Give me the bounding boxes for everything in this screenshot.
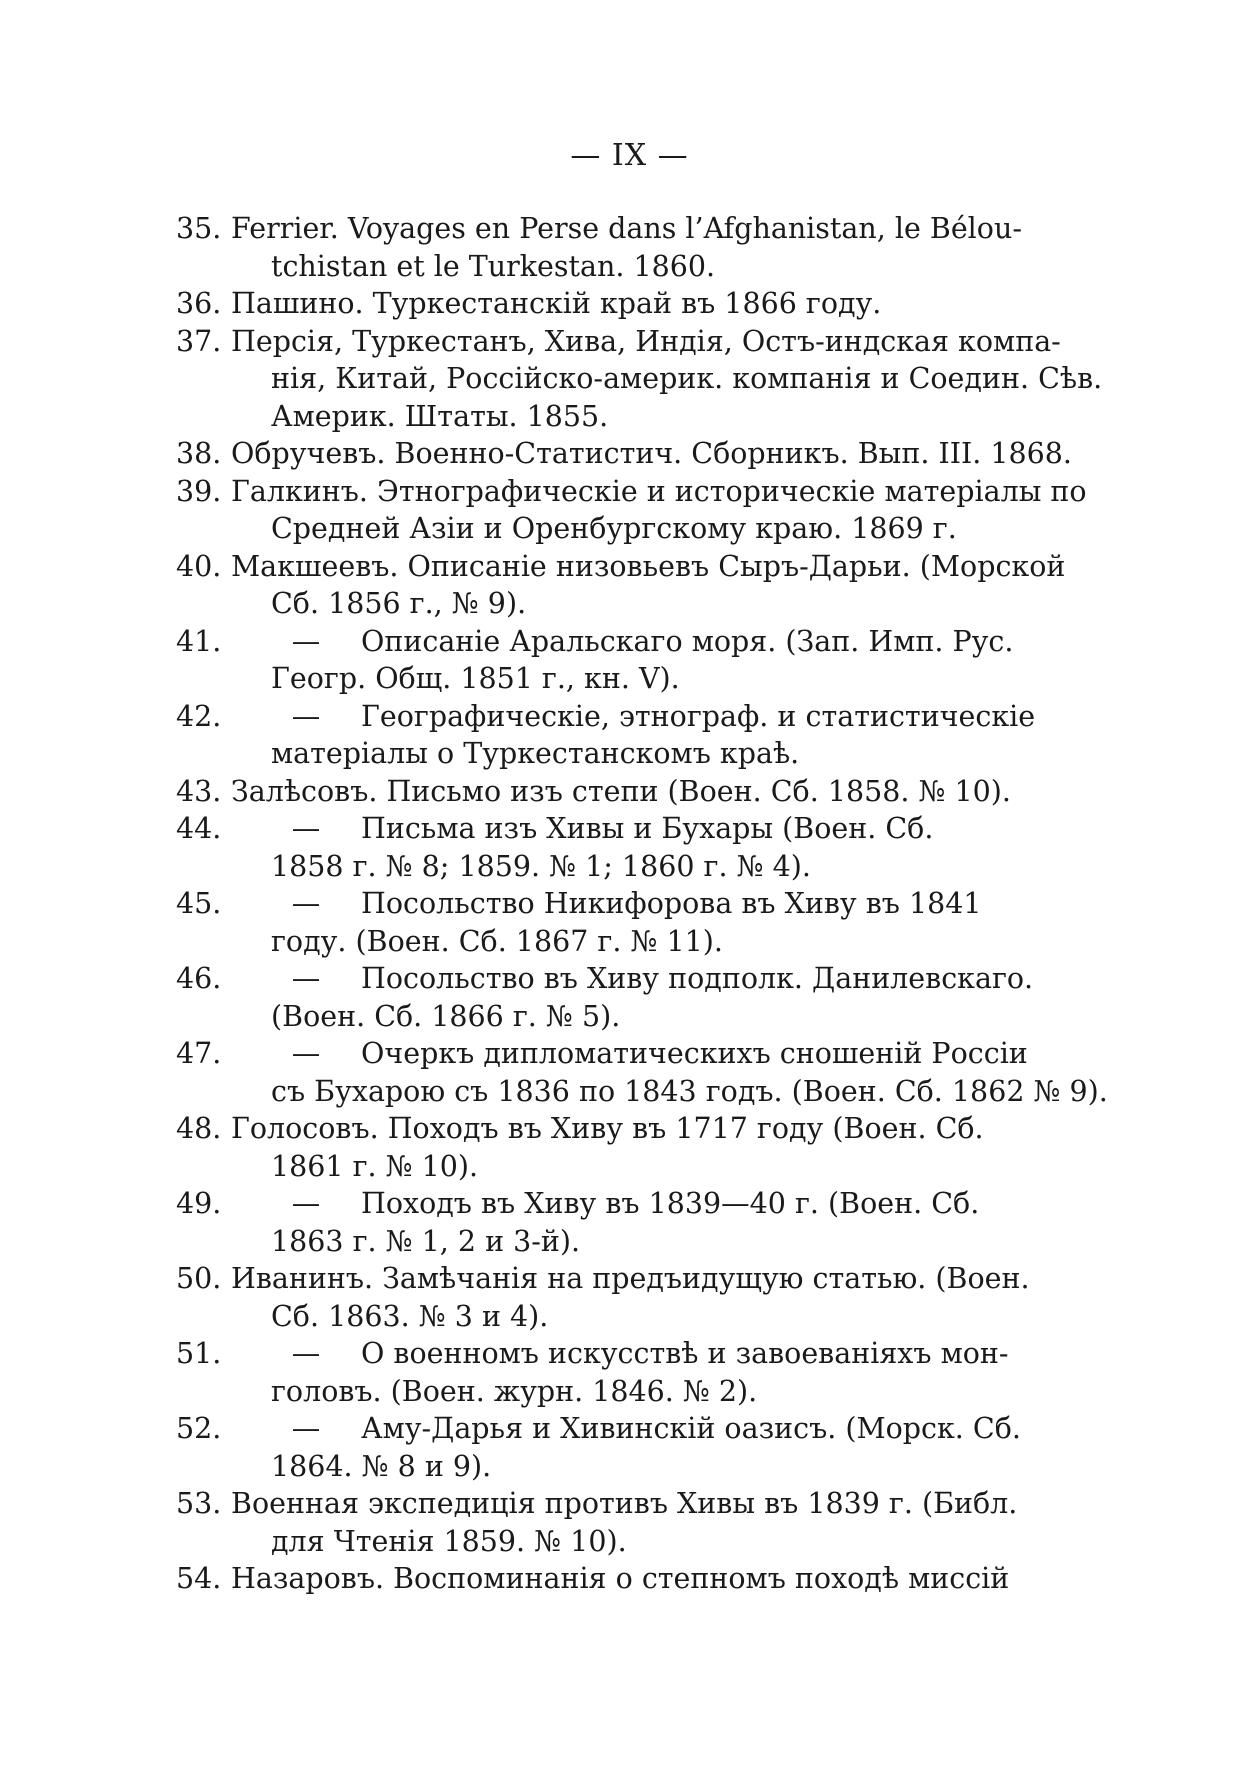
- bibliography-entry: [176, 1260, 1030, 1335]
- ditto-dash: —: [291, 1337, 321, 1370]
- entry-number: 42.: [176, 699, 222, 733]
- entry-text: Макшеевъ. Описаніе низовьевъ Сыръ-Дарьи. (Морской: [231, 549, 1066, 583]
- entry-number: 44.: [176, 812, 222, 845]
- entry-text: Описаніе Аральскаго моря. (Зап. Имп. Рус.: [361, 624, 1014, 658]
- bibliography-entry: [176, 623, 1014, 698]
- entry-continuation: 1863 г. № 1, 2 и 3-й).: [271, 1224, 581, 1258]
- entry-number: 46.: [176, 962, 222, 995]
- bibliography-entry: [176, 1560, 1010, 1598]
- entry-line: [176, 960, 1034, 998]
- bibliography-entry: [176, 698, 1036, 773]
- entry-text: Иванинъ. Замѣчанія на предъидущую статью. (Воен.: [231, 1262, 1030, 1295]
- entry-line: [176, 1185, 1006, 1223]
- ditto-dash: —: [291, 699, 321, 733]
- entry-line: [176, 1260, 1030, 1298]
- bibliography-entry: [176, 323, 1103, 436]
- entry-text: Посольство Никифорова въ Хиву въ 1841: [361, 887, 982, 920]
- entry-text: Походъ въ Хиву въ 1839—40 г. (Воен. Сб.: [361, 1187, 980, 1220]
- bibliography-entry: [176, 1485, 1018, 1560]
- entry-text: О военномъ искусствѣ и завоеваніяхъ мон-: [361, 1337, 1009, 1370]
- page-number: — IX —: [570, 138, 689, 173]
- bibliography-entry: [176, 548, 1066, 623]
- entry-continuation: головъ. (Воен. журн. 1846. № 2).: [271, 1374, 758, 1408]
- entry-number: 37.: [176, 324, 222, 358]
- entry-number: 38.: [176, 437, 222, 470]
- entry-number: 40.: [176, 549, 222, 583]
- entry-line: [176, 210, 1022, 248]
- entry-text: Голосовъ. Походъ въ Хиву въ 1717 году (Воен. Сб.: [231, 1112, 984, 1145]
- ditto-dash: —: [291, 1187, 321, 1220]
- entry-continuation: (Воен. Сб. 1866 г. № 5).: [271, 999, 621, 1033]
- entry-number: 35.: [176, 212, 222, 245]
- bibliography-entry: [176, 960, 1034, 1035]
- entry-text: Обручевъ. Военно-Статистич. Сборникъ. Вып. III. 1868.: [231, 437, 1072, 470]
- entry-line: [176, 1110, 1006, 1148]
- entry-line: [176, 885, 1006, 923]
- entry-text: Посольство въ Хиву подполк. Данилевскаго.: [361, 962, 1034, 995]
- entry-continuation: Сб. 1863. № 3 и 4).: [271, 1299, 549, 1333]
- entry-text: Персія, Туркестанъ, Хива, Индія, Остъ-индская компа-: [231, 324, 1061, 358]
- entry-text: Военная экспедиція противъ Хивы въ 1839 г. (Библ.: [231, 1487, 1018, 1520]
- entry-line: [176, 698, 1036, 736]
- bibliography-entry: [176, 1410, 1021, 1485]
- entry-continuation: для Чтенія 1859. № 10).: [271, 1524, 627, 1558]
- bibliography-entry: [176, 473, 1087, 548]
- entry-text: Залѣсовъ. Письмо изъ степи (Воен. Сб. 1858. № 10).: [231, 774, 1011, 808]
- entry-text: Аму-Дарья и Хивинскій оазисъ. (Морск. Сб.: [361, 1412, 1021, 1445]
- entry-number: 48.: [176, 1112, 222, 1145]
- entry-line: [176, 1335, 1009, 1373]
- bibliography-entry: [176, 1110, 1006, 1185]
- entry-number: 50.: [176, 1262, 222, 1295]
- entry-line: [176, 1410, 1021, 1448]
- entry-continuation: Геогр. Общ. 1851 г., кн. V).: [271, 662, 680, 695]
- entry-number: 54.: [176, 1562, 222, 1595]
- entry-number: 52.: [176, 1412, 222, 1445]
- entry-line: [176, 548, 1066, 586]
- ditto-dash: —: [291, 624, 321, 658]
- entry-continuation: 1861 г. № 10).: [271, 1149, 479, 1183]
- bibliography-entry: [176, 810, 1006, 885]
- ditto-dash: —: [291, 887, 321, 920]
- entry-line: [176, 285, 1006, 323]
- bibliography-entry: [176, 1185, 1006, 1260]
- bibliography-entry: [176, 210, 1022, 285]
- entry-continuation: Сб. 1856 г., № 9).: [271, 587, 527, 620]
- entry-continuation: году. (Воен. Сб. 1867 г. № 11).: [271, 924, 723, 958]
- bibliography-entry: [176, 1035, 1108, 1110]
- ditto-dash: —: [291, 962, 321, 995]
- entry-number: 39.: [176, 474, 222, 508]
- entry-continuation: нія, Китай, Россійско-америк. компанія и Соедин. Сѣв.: [271, 362, 1103, 395]
- entry-number: 47.: [176, 1037, 222, 1070]
- entry-number: 49.: [176, 1187, 222, 1220]
- entry-line: [176, 435, 1072, 473]
- entry-continuation: Америк. Штаты. 1855.: [271, 399, 609, 433]
- entry-continuation: съ Бухарою съ 1836 по 1843 годъ. (Воен. Сб. 1862 № 9).: [271, 1074, 1108, 1108]
- entry-text: Ferrier. Voyages en Perse dans l’Afghanistan, le Bélou-: [231, 212, 1022, 245]
- entry-text: Назаровъ. Воспоминанія о степномъ походѣ миссій: [231, 1562, 1010, 1595]
- entry-continuation: tchistan et le Turkestan. 1860.: [271, 249, 716, 283]
- entry-line: [176, 810, 1006, 848]
- ditto-dash: —: [291, 1412, 321, 1445]
- entry-line: [176, 1035, 1028, 1073]
- entry-number: 41.: [176, 624, 222, 658]
- entry-text: Галкинъ. Этнографическіе и историческіе матеріалы по: [231, 474, 1087, 508]
- entry-text: Очеркъ дипломатическихъ сношеній Россіи: [361, 1037, 1028, 1070]
- entry-continuation: 1864. № 8 и 9).: [271, 1449, 492, 1483]
- bibliography-entry: [176, 1335, 1009, 1410]
- entry-text: Пашино. Туркестанскій край въ 1866 году.: [231, 287, 882, 320]
- ditto-dash: —: [291, 1037, 321, 1070]
- entry-number: 45.: [176, 887, 222, 920]
- ditto-dash: —: [291, 812, 321, 845]
- entry-number: 51.: [176, 1337, 222, 1370]
- bibliography-entry: [176, 285, 1006, 323]
- entry-text: Письма изъ Хивы и Бухары (Воен. Сб.: [361, 812, 934, 845]
- entry-line: [176, 773, 1011, 811]
- bibliography-list: [176, 210, 1108, 1598]
- bibliography-entry: [176, 885, 1006, 960]
- entry-continuation: матеріалы о Туркестанскомъ краѣ.: [271, 737, 800, 770]
- entry-line: [176, 323, 1061, 361]
- entry-continuation: 1858 г. № 8; 1859. № 1; 1860 г. № 4).: [271, 849, 811, 883]
- entry-continuation: Средней Азіи и Оренбургскому краю. 1869 г.: [271, 512, 957, 545]
- entry-line: [176, 623, 1014, 661]
- entry-line: [176, 1560, 1010, 1598]
- entry-number: 36.: [176, 287, 222, 320]
- entry-number: 43.: [176, 774, 222, 808]
- entry-number: 53.: [176, 1487, 222, 1520]
- entry-line: [176, 473, 1087, 511]
- bibliography-entry: [176, 773, 1011, 811]
- bibliography-entry: [176, 435, 1072, 473]
- entry-text: Географическіе, этнограф. и статистическіе: [361, 699, 1036, 733]
- entry-line: [176, 1485, 1018, 1523]
